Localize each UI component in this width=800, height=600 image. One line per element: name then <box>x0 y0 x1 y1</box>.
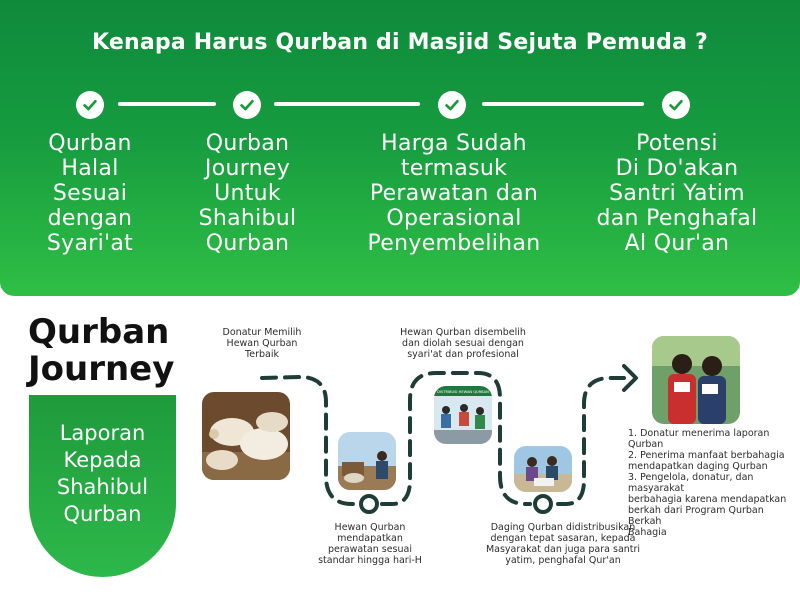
caption-line: Masyarakat dan juga para santri <box>485 544 641 555</box>
caption-line: Hewan Qurban <box>334 522 406 533</box>
caption-line: mendapatkan <box>337 533 403 544</box>
feature-line: Operasional <box>386 206 522 231</box>
caption-line: standar hingga hari-H <box>318 555 422 566</box>
feature-line: Al Qur'an <box>624 231 730 256</box>
feature-line: Perawatan dan <box>369 181 539 206</box>
caption-line: berbahagia karena mendapatkan <box>628 494 787 505</box>
feature-line: termasuk <box>400 156 508 181</box>
care-photo <box>338 432 396 490</box>
caption-line: dan diolah sesuai dengan <box>402 338 524 349</box>
badge-line: Kepada <box>63 448 142 472</box>
caption-line: Bahagia <box>628 527 667 538</box>
step-caption-report <box>628 428 798 538</box>
caption-line: 1. Donatur menerima laporan Qurban <box>628 428 770 450</box>
step-caption-slaughter <box>390 327 536 360</box>
caption-line: perawatan sesuai <box>327 544 412 555</box>
step-caption-distribute <box>476 522 650 566</box>
caption-line: Hewan Qurban <box>226 338 298 349</box>
badge-line: Laporan <box>59 421 146 445</box>
caption-line: Terbaik <box>245 349 279 360</box>
feature-line: Santri Yatim <box>609 181 745 206</box>
panel-title: Kenapa Harus Qurban di Masjid Sejuta Pemuda ? <box>92 30 708 55</box>
caption-line: Daging Qurban didistribusikan <box>490 522 636 533</box>
caption-line: yatim, penghafal Qur'an <box>505 555 621 566</box>
feature-line: Syari'at <box>46 231 134 256</box>
feature-line: Shahibul <box>198 206 297 231</box>
caption-line: syari'at dan profesional <box>407 349 519 360</box>
feature-line: Harga Sudah <box>381 131 527 156</box>
journey-title-line: Journey <box>28 349 175 389</box>
distribution-photo <box>514 446 572 492</box>
caption-line: Donatur Memilih <box>222 327 302 338</box>
feature-line: Penyembelihan <box>367 231 541 256</box>
feature-line: Qurban <box>205 131 290 156</box>
feature-line: Journey <box>204 156 291 181</box>
step-caption-care <box>308 522 432 566</box>
caption-line: mendapatkan daging Qurban <box>628 461 768 472</box>
feature-line: Potensi <box>636 131 718 156</box>
feature-line: dan Penghafal <box>596 206 758 231</box>
feature-line: dengan <box>47 206 133 231</box>
badge-line: Qurban <box>63 502 142 526</box>
badge-line: Shahibul <box>56 475 149 499</box>
path-node <box>361 496 377 512</box>
sheep-photo <box>202 392 290 480</box>
caption-line: berkah dari Program Qurban Berkah <box>628 505 764 527</box>
journey-title-line: Qurban <box>28 312 170 352</box>
caption-line: 2. Penerima manfaat berbahagia <box>628 450 785 461</box>
path-node <box>535 496 551 512</box>
feature-line: Qurban <box>205 231 290 256</box>
feature-line: Qurban <box>48 131 132 156</box>
feature-line: Halal <box>61 156 119 181</box>
photo-banner: DISTRIBUSI HEWAN QURBAN <box>437 390 489 394</box>
step-caption-choose <box>210 327 314 360</box>
feature-line: Sesuai <box>52 181 128 206</box>
feature-line: Di Do'akan <box>615 156 739 181</box>
caption-line: Hewan Qurban disembelih <box>400 327 526 338</box>
caption-line: dengan tepat sasaran, kepada <box>490 533 636 544</box>
slaughter-photo <box>434 386 492 444</box>
feature-line: Untuk <box>214 181 281 206</box>
caption-line: 3. Pengelola, donatur, dan masyarakat <box>628 472 754 494</box>
report-photo <box>652 336 740 424</box>
